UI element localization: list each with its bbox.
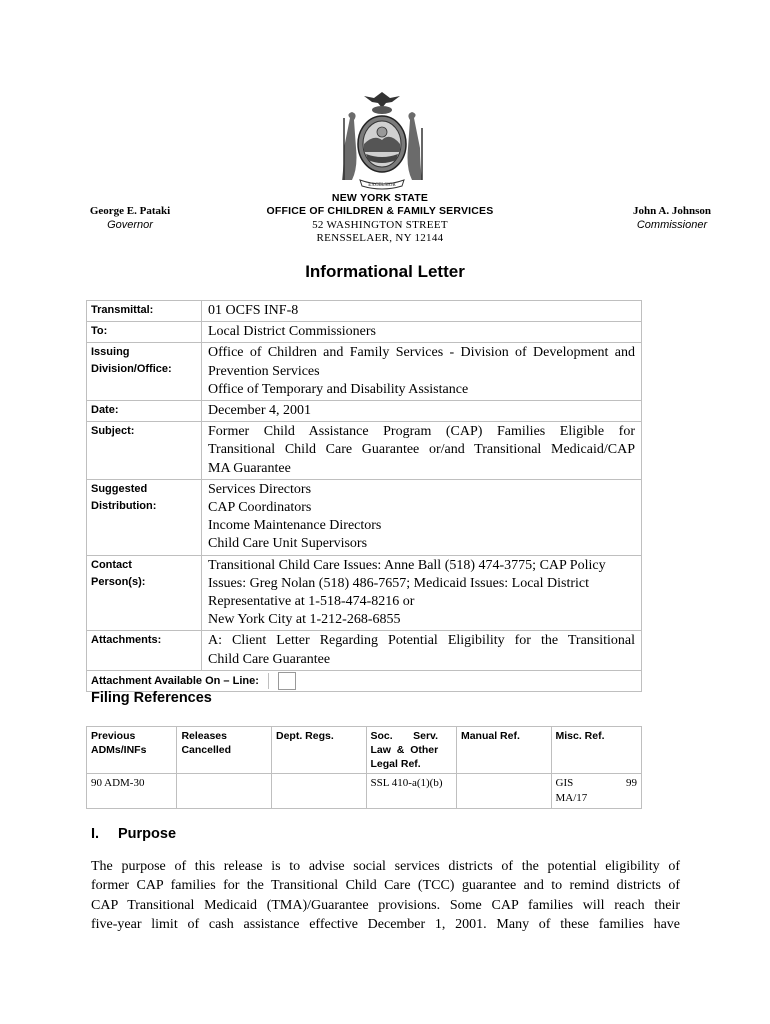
section-number: I. [91, 826, 100, 842]
document-title: Informational Letter [305, 262, 465, 281]
attachment-online-cell [87, 670, 642, 691]
section-title: Purpose [118, 826, 177, 842]
filing-header-row [87, 727, 642, 774]
contact-label-line-1: Contact [91, 558, 132, 571]
soc-serv-law-cell: SSL 410-a(1)(b) [366, 774, 456, 809]
distribution-label [87, 479, 202, 555]
misc-ref-line-2: MA/17 [555, 792, 588, 804]
issuing-office-row [87, 343, 642, 401]
transmittal-row [87, 301, 642, 322]
misc-ref-line-1 [556, 776, 638, 791]
releases-cancelled-cell [177, 774, 272, 809]
contact-label-line-2: Person(s): [91, 575, 146, 588]
distribution-row [87, 479, 642, 555]
subject-line-2: Transitional Child Care Guarantee or/and Transitional Medicaid/CAP [208, 442, 635, 458]
contact-line: Issues: Greg Nolan (518) 486-7657; Medicaid Issues: Local District [208, 575, 590, 591]
releases-cancelled-header [177, 727, 272, 774]
issuing-office-label-line-2: Division/Office: [91, 363, 172, 376]
date-row [87, 401, 642, 422]
paragraph-line: The purpose of this release is to advise social services districts of the potential eligibility of [91, 859, 680, 874]
distribution-item: CAP Coordinators [208, 500, 312, 516]
issuing-office-line-1: Office of Children and Family Services - Division of Development and [208, 345, 635, 361]
governor-name: George E. Pataki [89, 205, 171, 217]
commissioner-title: Commissioner [636, 219, 708, 231]
subject-line-1: Former Child Assistance Program (CAP) Families Eligible for [208, 424, 635, 440]
misc-ref-cell [551, 774, 642, 809]
distribution-item: Income Maintenance Directors [208, 518, 382, 534]
filing-data-row [87, 774, 642, 809]
attachment-online-checkbox[interactable] [278, 672, 296, 690]
attachment-online-label: Attachment Available On – Line: [91, 674, 259, 687]
date-label: Date: [87, 401, 202, 422]
header-line: Cancelled [181, 744, 232, 756]
subject-line-3: MA Guarantee [208, 460, 291, 476]
seal-motto: EXCELSIOR [368, 183, 396, 188]
to-row [87, 322, 642, 343]
paragraph-line: CAP Transitional Medicaid (TMA)/Guarantee provisions. Some CAP families will reach their [91, 897, 680, 913]
office-name: OFFICE OF CHILDREN & FAMILY SERVICES [266, 205, 494, 217]
misc-ref-number: 99 [626, 777, 637, 789]
distribution-label-line-1: Suggested [91, 482, 148, 495]
purpose-paragraph [91, 857, 680, 934]
distribution-value [202, 479, 642, 555]
previous-adms-header [87, 727, 177, 774]
subject-value [202, 422, 642, 480]
cell-divider [268, 673, 269, 689]
transmittal-value: 01 OCFS INF-8 [202, 301, 642, 322]
filing-references-table [86, 726, 642, 809]
issuing-office-line-3: Office of Temporary and Disability Assistance [208, 381, 469, 397]
attachments-label: Attachments: [87, 631, 202, 670]
governor-title: Governor [107, 219, 153, 231]
contact-label [87, 555, 202, 631]
attachments-line-1: A: Client Letter Regarding Potential Eligibility for the Transitional [208, 633, 635, 649]
header-line: Legal Ref. [370, 758, 421, 770]
attachments-value [202, 631, 642, 670]
contact-row [87, 555, 642, 631]
filing-references-heading: Filing References [91, 690, 212, 706]
transmittal-label: Transmittal: [87, 301, 202, 322]
contact-line: New York City at 1-212-268-6855 [208, 612, 401, 628]
to-value: Local District Commissioners [202, 322, 642, 343]
paragraph-line: former CAP families for the Transitional Child Care (TCC) guarantee and to remind districts of [91, 878, 680, 894]
misc-ref-gis: GIS [555, 777, 574, 789]
commissioner-name: John A. Johnson [633, 205, 711, 217]
paragraph-line: five-year limit of cash assistance effective December 1, 2001. Many of these families have [91, 916, 680, 932]
issuing-office-line-2: Prevention Services [208, 363, 320, 379]
attachments-line-2: Child Care Guarantee [208, 651, 331, 667]
manual-ref-cell [456, 774, 551, 809]
manual-ref-header: Manual Ref. [456, 727, 551, 774]
to-label: To: [87, 322, 202, 343]
header-line: Previous [91, 730, 136, 742]
new-york-state-seal-icon [330, 88, 434, 192]
subject-row [87, 422, 642, 480]
distribution-label-line-2: Distribution: [91, 499, 157, 512]
address-line-2: RENSSELAER, NY 12144 [316, 232, 444, 244]
state-seal [330, 88, 434, 192]
issuing-office-value [202, 343, 642, 401]
address-line-1: 52 WASHINGTON STREET [312, 219, 448, 231]
header-line: Soc. Serv. [370, 730, 439, 742]
dept-regs-header: Dept. Regs. [271, 727, 366, 774]
distribution-item: Services Directors [208, 481, 312, 497]
issuing-office-label [87, 343, 202, 401]
header-line: Releases [181, 730, 227, 742]
date-value: December 4, 2001 [202, 401, 642, 422]
header-line: Law & Other [370, 744, 439, 756]
contact-value [202, 555, 642, 631]
previous-adms-cell: 90 ADM-30 [87, 774, 177, 809]
issuing-office-label-line-1: Issuing [91, 346, 130, 359]
soc-serv-law-header [366, 727, 456, 774]
letter-info-table [86, 300, 642, 692]
state-name: NEW YORK STATE [331, 192, 429, 204]
dept-regs-cell [271, 774, 366, 809]
contact-line: Transitional Child Care Issues: Anne Ball (518) 474-3775; CAP Policy [208, 557, 606, 573]
misc-ref-header: Misc. Ref. [551, 727, 642, 774]
contact-line: Representative at 1-518-474-8216 or [208, 594, 415, 610]
attachment-online-row [87, 670, 642, 691]
distribution-item: Child Care Unit Supervisors [208, 536, 368, 552]
subject-label: Subject: [87, 422, 202, 480]
header-line: ADMs/INFs [91, 744, 147, 756]
attachments-row [87, 631, 642, 670]
